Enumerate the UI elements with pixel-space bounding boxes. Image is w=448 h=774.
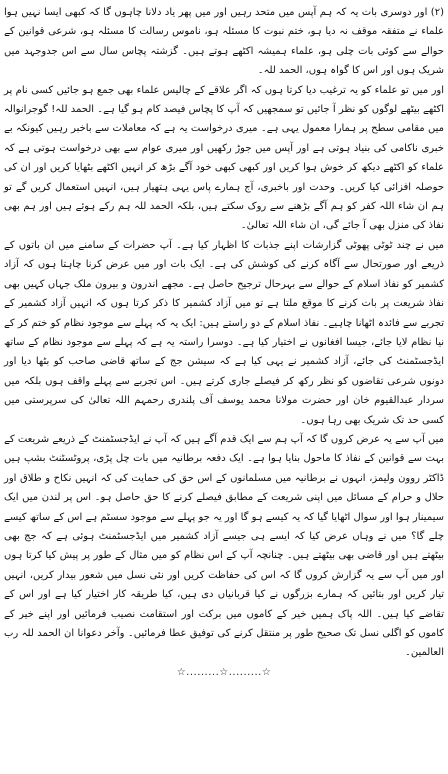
paragraph-unity: (۲) اور دوسری بات یہ کہ ہم آپس میں متحد رہیں اور میں پھر یاد دلانا چاہوں گا کہ کبھی ایسا نہیں ہوا علماء نے متفقہ موقف نہ دیا ہو، ختم نبوت کا مسئلہ ہو، ناموس رسالت کا مسئلہ ہو، شرعی قوانین کے حوالے سے کوئی بات چلی ہو، علماء ہمیشہ اکٹھے ہوتے ہیں۔ گزشتہ پچاس سال سے اس جدوجہد میں شریک ہوں اور اس کا گواہ ہوں، الحمد للہ۔: [4, 7, 444, 77]
paragraph-azad-kashmir: میں نے چند ٹوٹی پھوٹی گزارشات اپنے جذبات کا اظہار کیا ہے۔ آپ حضرات کے سامنے میں ان باتوں کے ذریعے اور صورتحال سے آگاہ کرنے کی کوشش کی ہے۔ ایک بات اور میں عرض کرنا چاہتا ہوں کہ آزاد کشمیر کو نفاذ اسلام کے حوالے سے بہرحال ترجیح حاصل ہے۔ مجھے اندرون و بیرون ملک جہاں کہیں بھی نفاذ شریعت پر بات کرنے کا موقع ملتا ہے تو میں آزاد کشمیر کا ذکر کرتا ہوں کہ انہیں آزاد کشمیر کے تجربے سے فائدہ اٹھانا چاہیے۔ نفاذ اسلام کے دو راستے ہیں: ایک یہ کہ پہلے سے موجود نظام کو ختم کر کے نیا نظام لایا جائے، جیسا افغانوں نے اختیار کیا ہے۔ دوسرا راستہ یہ ہے کہ پہلے سے موجود نظام کے ساتھ ایڈجسٹمنٹ کی جائے، آزاد کشمیر نے یہی کیا ہے کہ سیشن جج کے ساتھ قاضی صاحب کو بٹھا دیا اور دونوں شرعی تقاضوں کو نظر رکھ کر فیصلے جاری کرتے ہیں۔ اس تجربے سے پہلے واقف ہوں بلکہ میں سردار عبدالقیوم خان اور حضرت مولانا محمد یوسف آف پلندری رحمہم اللہ تعالیٰ کی سرپرستی میں کسی حد تک شریک بھی رہا ہوں۔: [4, 239, 444, 426]
article-body: [4, 3, 444, 663]
paragraph-ulema-gathering: اور میں تو علماء کو یہ ترغیب دیا کرتا ہوں کہ اگر علاقے کے چالیس علماء بھی جمع ہو جائیں کسی نام پر اکٹھے بیٹھے لوگوں کو نظر آ جائیں تو سمجھیں کہ آپ کا پچاس فیصد کام ہو گیا ہے۔ الحمد للہ! گوجرانوالہ میں مقامی سطح پر ہمارا معمول یہی ہے۔ میری درخواست یہ ہے کہ معاملات سے باخبر رہیں کیونکہ بے خبری ناکامی کی بنیاد ہوتی ہے اور آپس میں جوڑ رکھیں اور میری عوام سے بھی درخواست ہوتی ہے کہ علماء کو اکٹھے دیکھ کر خوش ہوا کریں اور کبھی کبھی خود آگے بڑھ کر انہیں اکٹھے بٹھایا کریں اور ان کی حوصلہ افزائی کیا کریں۔ وحدت اور باخبری، آج ہمارے پاس یہی ہتھیار ہیں، انہیں استعمال کریں گے تو ہم ان شاء اللہ کفر کو ہم آگے بڑھنے سے روک سکتے ہیں، بلکہ الحمد للہ ہم رکے ہوئے ہیں اور ہم بھی نفاذ کی منزل بھی آ جائے گی، ان شاء اللہ تعالیٰ۔: [4, 84, 444, 232]
article-page: [4, 3, 444, 771]
end-ornament: ☆.........☆.........☆: [176, 666, 272, 678]
paragraph-closing-remarks: میں آپ سے یہ عرض کروں گا کہ آپ ہم سے ایک قدم آگے ہیں کہ آپ نے ایڈجسٹمنٹ کے ذریعے شریعت کے بہت سے قوانین کے نفاذ کا ماحول بنایا ہوا ہے۔ ایک دفعہ برطانیہ میں بات چل پڑی، پروٹسٹنٹ بشپ ہیں ڈاکٹر روون ولیمز، انہوں نے برطانیہ میں مسلمانوں کے اس حق کی حمایت کی کہ انہیں نکاح و طلاق اور حلال و حرام کے مسائل میں اپنی شریعت کے مطابق فیصلے کرنے کا حق حاصل ہو۔ اس پر لندن میں ایک سیمینار ہوا اور سوال اٹھایا گیا کہ یہ کیسے ہو گا اور یہ جو پہلے سے موجود سسٹم ہے اس کے ساتھ کیسے چلے گا؟ میں نے وہاں عرض کیا کہ ایسے ہی جیسے آزاد کشمیر میں ایڈجسٹمنٹ ہوئی ہے کہ جج بھی بیٹھتے ہیں اور قاضی بھی بیٹھتے ہیں۔ چنانچہ آپ کے اس نظام کو میں مثال کے طور پر پیش کیا کرتا ہوں اور میں آپ سے یہ گزارش کروں گا کہ اس کی حفاظت کریں اور نئی نسل میں شعور بیدار کریں، انہیں تیار کریں اور بتائیں کہ ہمارے بزرگوں نے کیا قربانیاں دی ہیں، کیا طریقہ کار اختیار کیا ہے اور اس کے تقاضے کیا ہیں۔ اللہ پاک ہمیں خیر کے کاموں میں برکت اور استقامت نصیب فرمائیں اور اپنے خیر کے کاموں کو اگلی نسل تک صحیح طور پر منتقل کرنے کی توفیق عطا فرمائیں۔ وآخر دعوانا ان الحمد للہ رب العالمین۔: [4, 433, 444, 659]
